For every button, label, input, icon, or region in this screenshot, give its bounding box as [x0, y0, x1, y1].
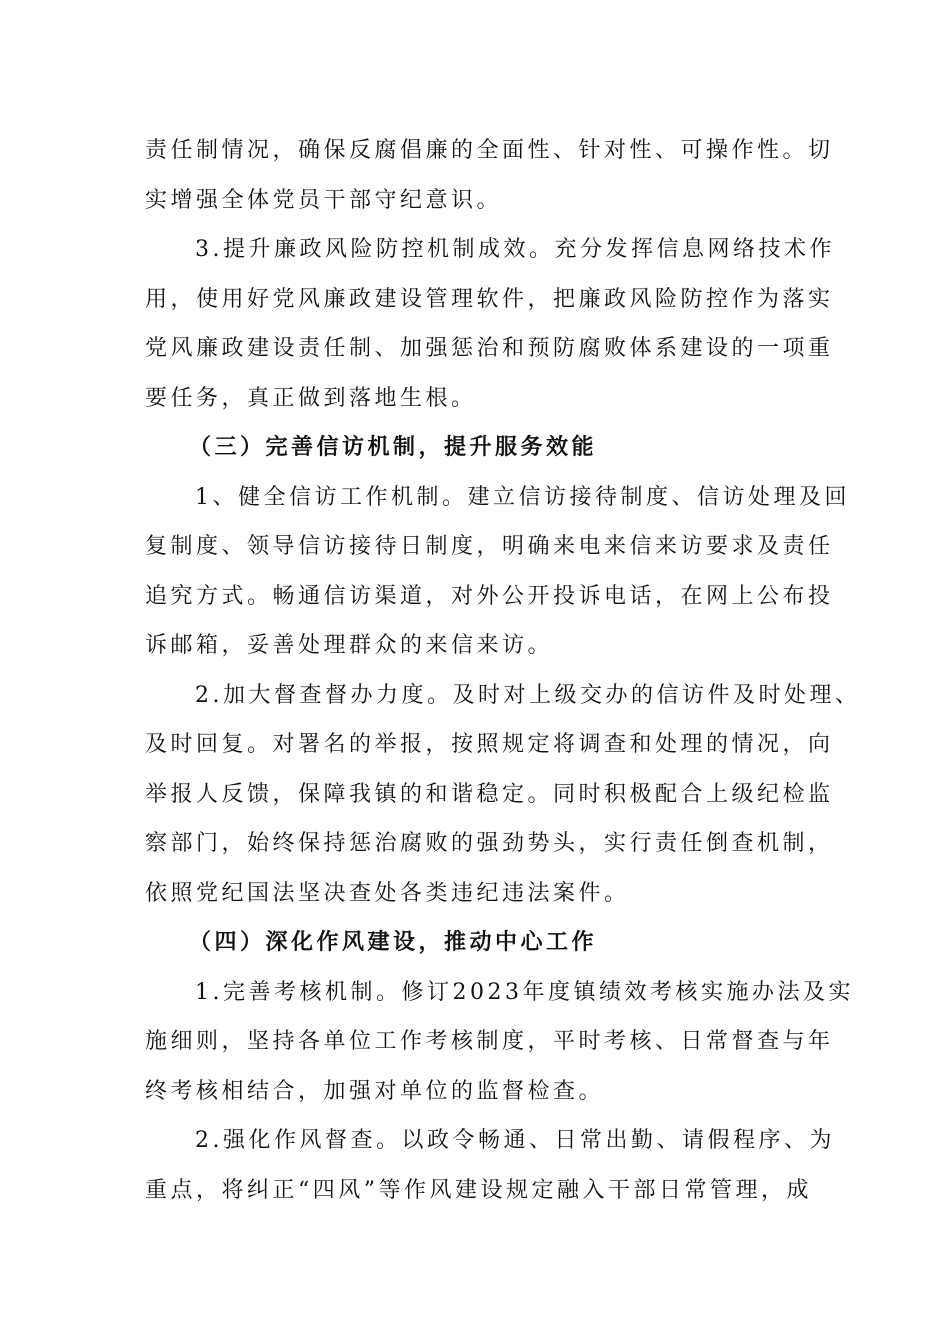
text-line: 实增强全体党员干部守纪意识。: [145, 187, 503, 213]
text-line: 终考核相结合，加强对单位的监督检查。: [145, 1078, 605, 1104]
text-line: 用，使用好党风廉政建设管理软件，把廉政风险防控作为落实: [145, 286, 834, 312]
paragraph-style-inspection: [145, 1116, 835, 1215]
text-line: 3.提升廉政风险防控机制成效。充分发挥信息网络技术作: [195, 237, 835, 262]
text-line: 诉邮箱，妥善处理群众的来信来访。: [145, 633, 554, 658]
text-line: 责任制情况，确保反腐倡廉的全面性、针对性、可操作性。切: [145, 138, 834, 163]
text-line: 施细则，坚持各单位工作考核制度，平时考核、日常督查与年: [145, 1029, 834, 1054]
text-line: 及时回复。对署名的举报，按照规定将调查和处理的情况，向: [145, 732, 834, 757]
paragraph-petition-mechanism: [145, 473, 850, 671]
paragraph-assessment: [145, 968, 854, 1117]
paragraph-supervision: [145, 671, 861, 919]
text-line: 追究方式。畅通信访渠道，对外公开投诉电话，在网上公布投: [145, 583, 834, 609]
paragraph-responsibility-continuation: [145, 126, 834, 225]
text-line: 察部门，始终保持惩治腐败的强劲势头，实行责任倒查机制，: [145, 831, 834, 856]
text-line: 重点，将纠正“四风”等作风建设规定融入干部日常管理，成: [145, 1177, 812, 1203]
text-line: 要任务，真正做到落地生根。: [145, 385, 477, 411]
text-line: 党风廉政建设责任制、加强惩治和预防腐败体系建设的一项重: [145, 336, 834, 361]
section-heading-3: （三）完善信访机制，提升服务效能: [189, 434, 598, 460]
text-line: 依照党纪国法坚决查处各类违纪违法案件。: [145, 880, 630, 906]
text-line: 复制度、领导信访接待日制度，明确来电来信来访要求及责任: [145, 534, 834, 559]
section-heading-4: （四）深化作风建设，推动中心工作: [189, 929, 598, 955]
text-line: 2.加大督查督办力度。及时对上级交办的信访件及时处理、: [195, 682, 861, 708]
text-line: 1.完善考核机制。修订2023年度镇绩效考核实施办法及实: [195, 979, 854, 1005]
paragraph-risk-control: [145, 225, 835, 423]
text-line: 2.强化作风督查。以政令畅通、日常出勤、请假程序、为: [195, 1128, 835, 1153]
text-line: 举报人反馈，保障我镇的和谐稳定。同时积极配合上级纪检监: [145, 781, 834, 807]
document-body: [145, 126, 861, 1215]
text-line: 1、健全信访工作机制。建立信访接待制度、信访处理及回: [195, 484, 850, 510]
